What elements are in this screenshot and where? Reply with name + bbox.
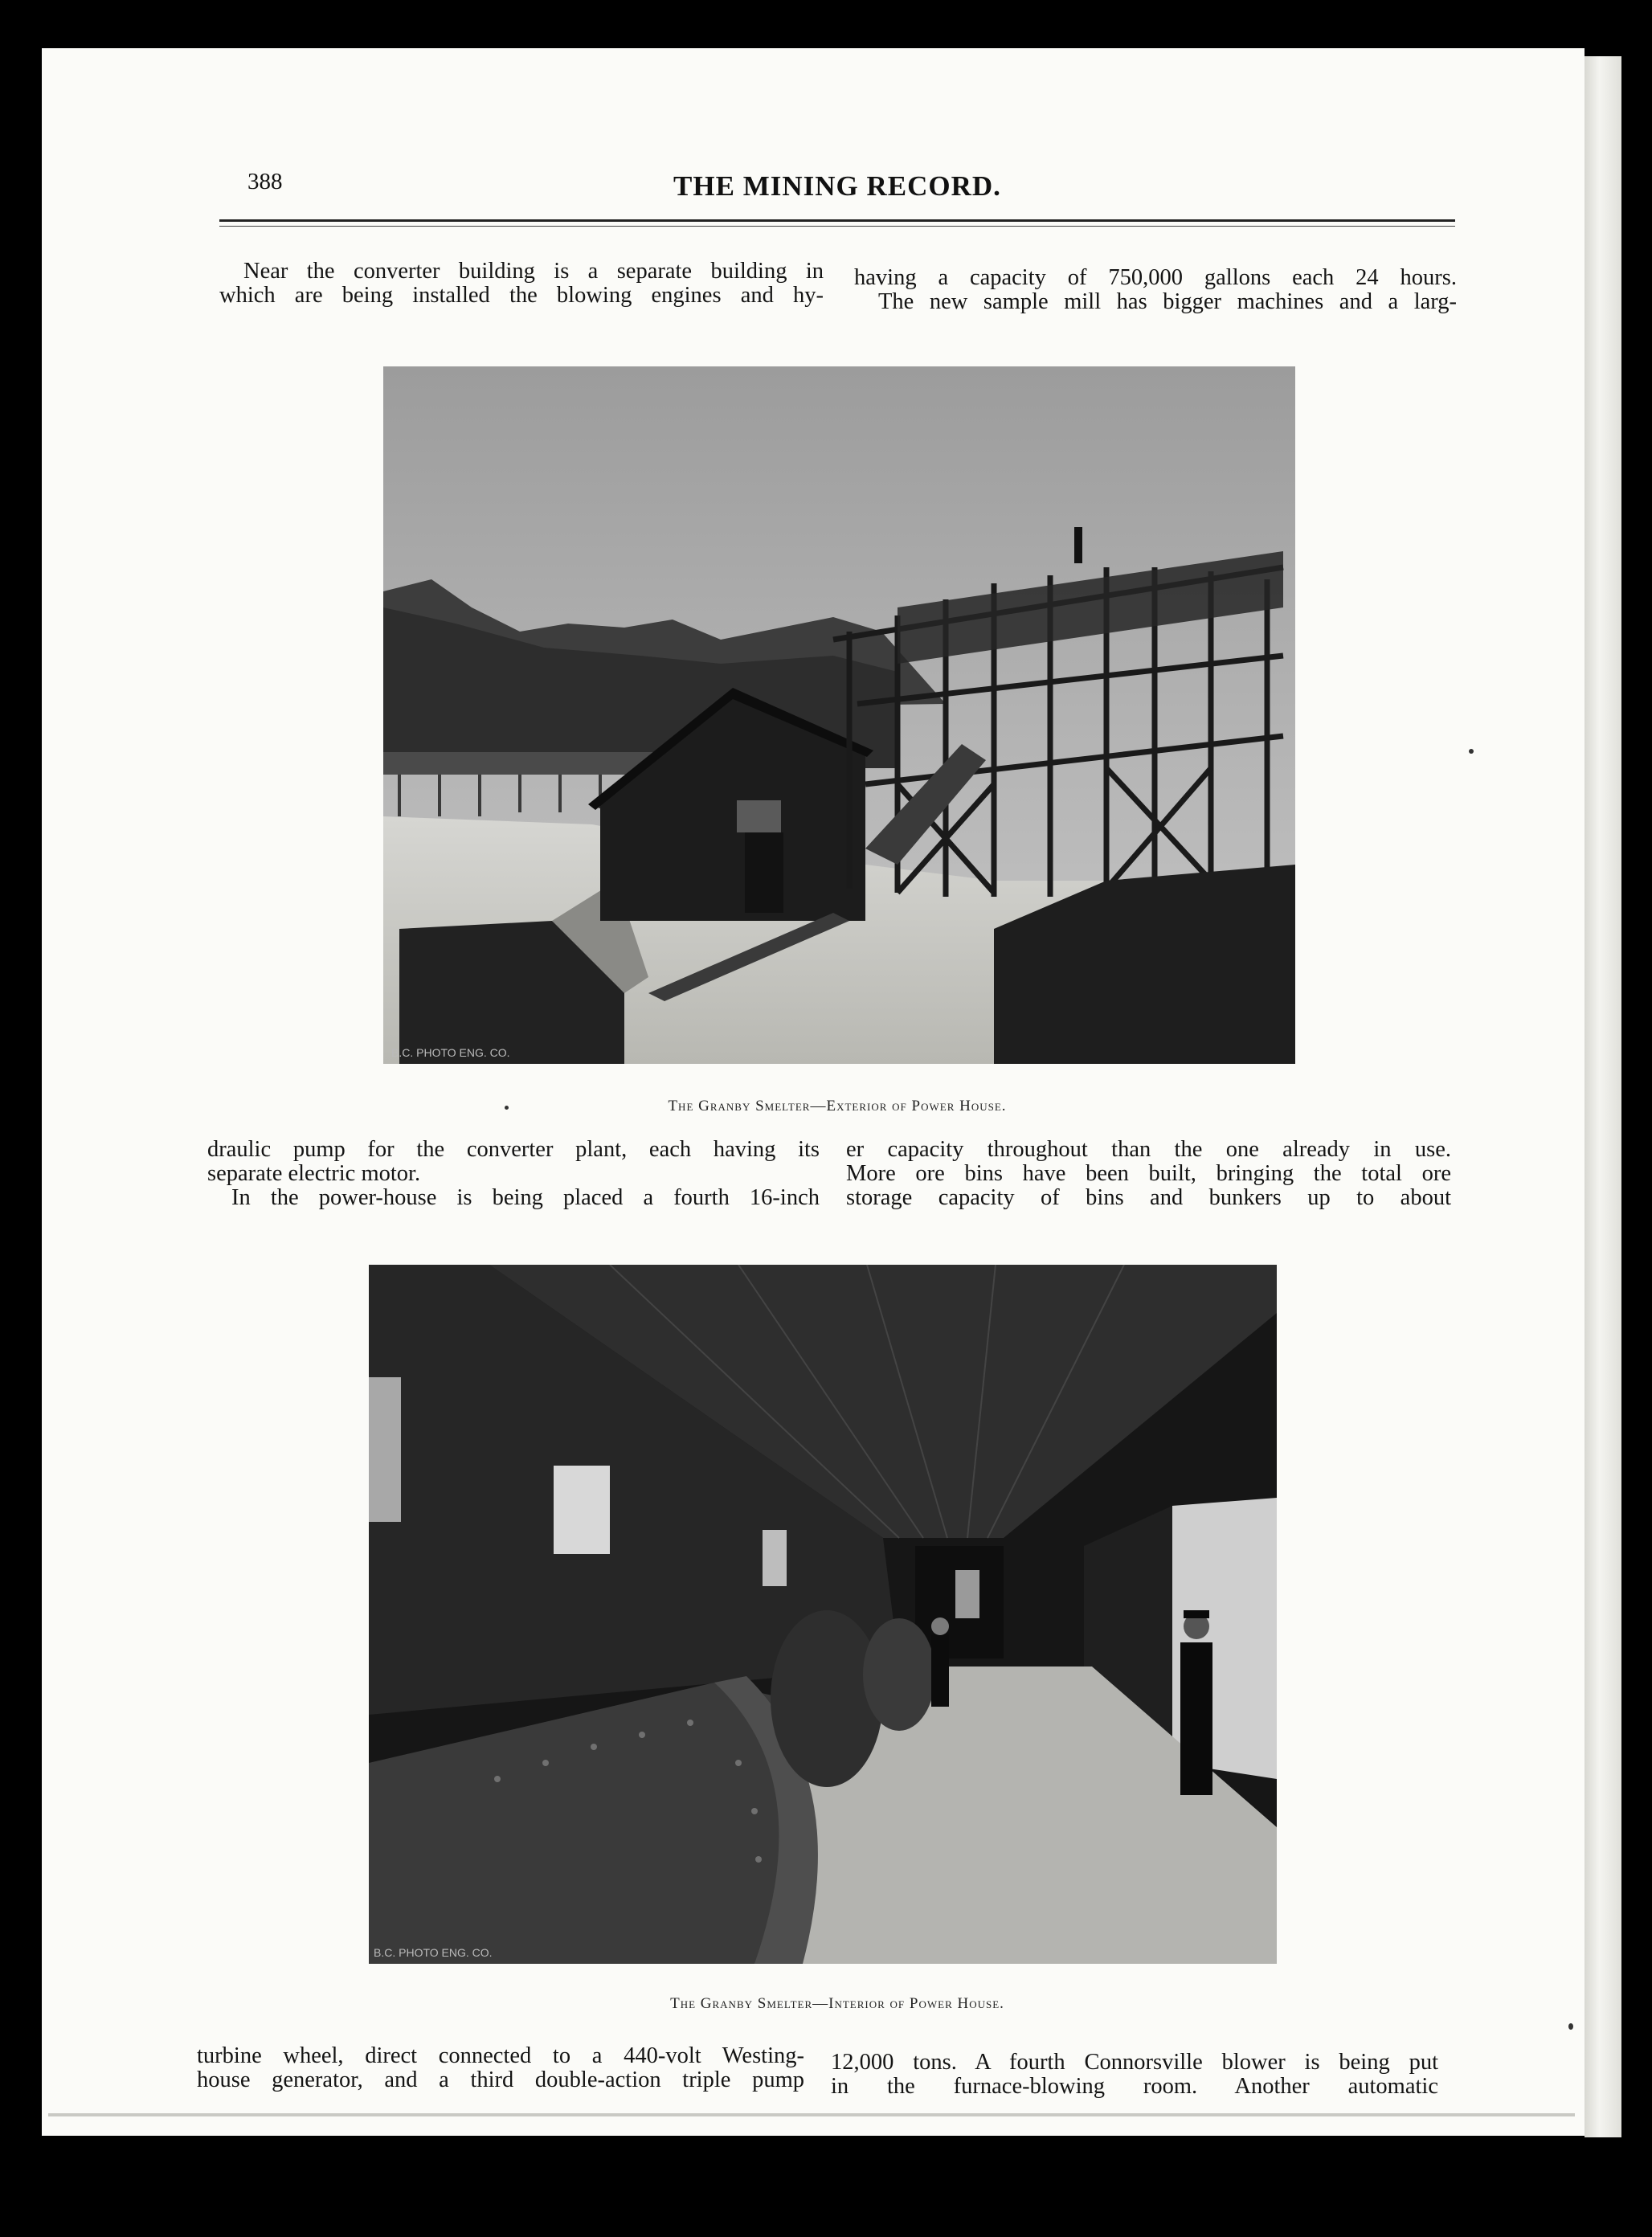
figure1-caption: The Granby Smelter—Exterior of Power House. bbox=[668, 1098, 1007, 1114]
exterior-photo-illustration bbox=[383, 366, 1295, 1064]
text-line: storage capacity of bins and bunkers up to about bbox=[846, 1185, 1451, 1210]
text-line: turbine wheel, direct connected to a 440-volt Westing- bbox=[197, 2043, 804, 2068]
scan-speck bbox=[1469, 749, 1474, 754]
interior-photo-illustration bbox=[369, 1265, 1277, 1964]
text-line: which are being installed the blowing engines and hy- bbox=[219, 283, 824, 308]
text-top-right bbox=[854, 266, 1457, 314]
photo-exterior-power-house bbox=[383, 366, 1295, 1064]
page-bottom-edge bbox=[48, 2113, 1575, 2116]
header-rule bbox=[219, 219, 1455, 222]
adjacent-page-edge bbox=[1585, 56, 1621, 2137]
text-line: Near the converter building is a separate building in bbox=[243, 259, 824, 284]
page-number: 388 bbox=[247, 169, 283, 194]
text-line: The new sample mill has bigger machines and a larg- bbox=[878, 289, 1457, 314]
figure2-caption: The Granby Smelter—Interior of Power House. bbox=[670, 1995, 1004, 2012]
header-rule-thin bbox=[219, 226, 1455, 227]
text-line: in the furnace-blowing room. Another automatic bbox=[831, 2074, 1438, 2099]
scan-speck bbox=[1568, 2023, 1573, 2030]
text-middle-right bbox=[846, 1138, 1451, 1210]
page-header bbox=[219, 167, 1455, 207]
photo-credit: B.C. PHOTO ENG. CO. bbox=[391, 1046, 510, 1059]
photo-interior-power-house bbox=[369, 1265, 1277, 1964]
text-line: In the power-house is being placed a fourth 16-inch bbox=[231, 1185, 820, 1210]
text-line: draulic pump for the converter plant, each having its bbox=[207, 1137, 820, 1162]
text-middle-left bbox=[207, 1138, 820, 1210]
photo-credit: B.C. PHOTO ENG. CO. bbox=[374, 1946, 493, 1959]
text-line: separate electric motor. bbox=[207, 1161, 421, 1186]
text-bottom-left bbox=[197, 2044, 804, 2092]
text-top-left bbox=[219, 260, 824, 308]
text-line: er capacity throughout than the one already in use. bbox=[846, 1137, 1451, 1162]
text-line: 12,000 tons. A fourth Connorsville blower is being put bbox=[831, 2050, 1438, 2075]
text-line: house generator, and a third double-action triple pump bbox=[197, 2067, 804, 2092]
scan-speck bbox=[505, 1106, 509, 1110]
text-line: having a capacity of 750,000 gallons each 24 hours. bbox=[854, 265, 1457, 290]
running-title: THE MINING RECORD. bbox=[673, 170, 1001, 202]
text-bottom-right bbox=[831, 2051, 1438, 2099]
text-line: More ore bins have been built, bringing the total ore bbox=[846, 1161, 1451, 1186]
